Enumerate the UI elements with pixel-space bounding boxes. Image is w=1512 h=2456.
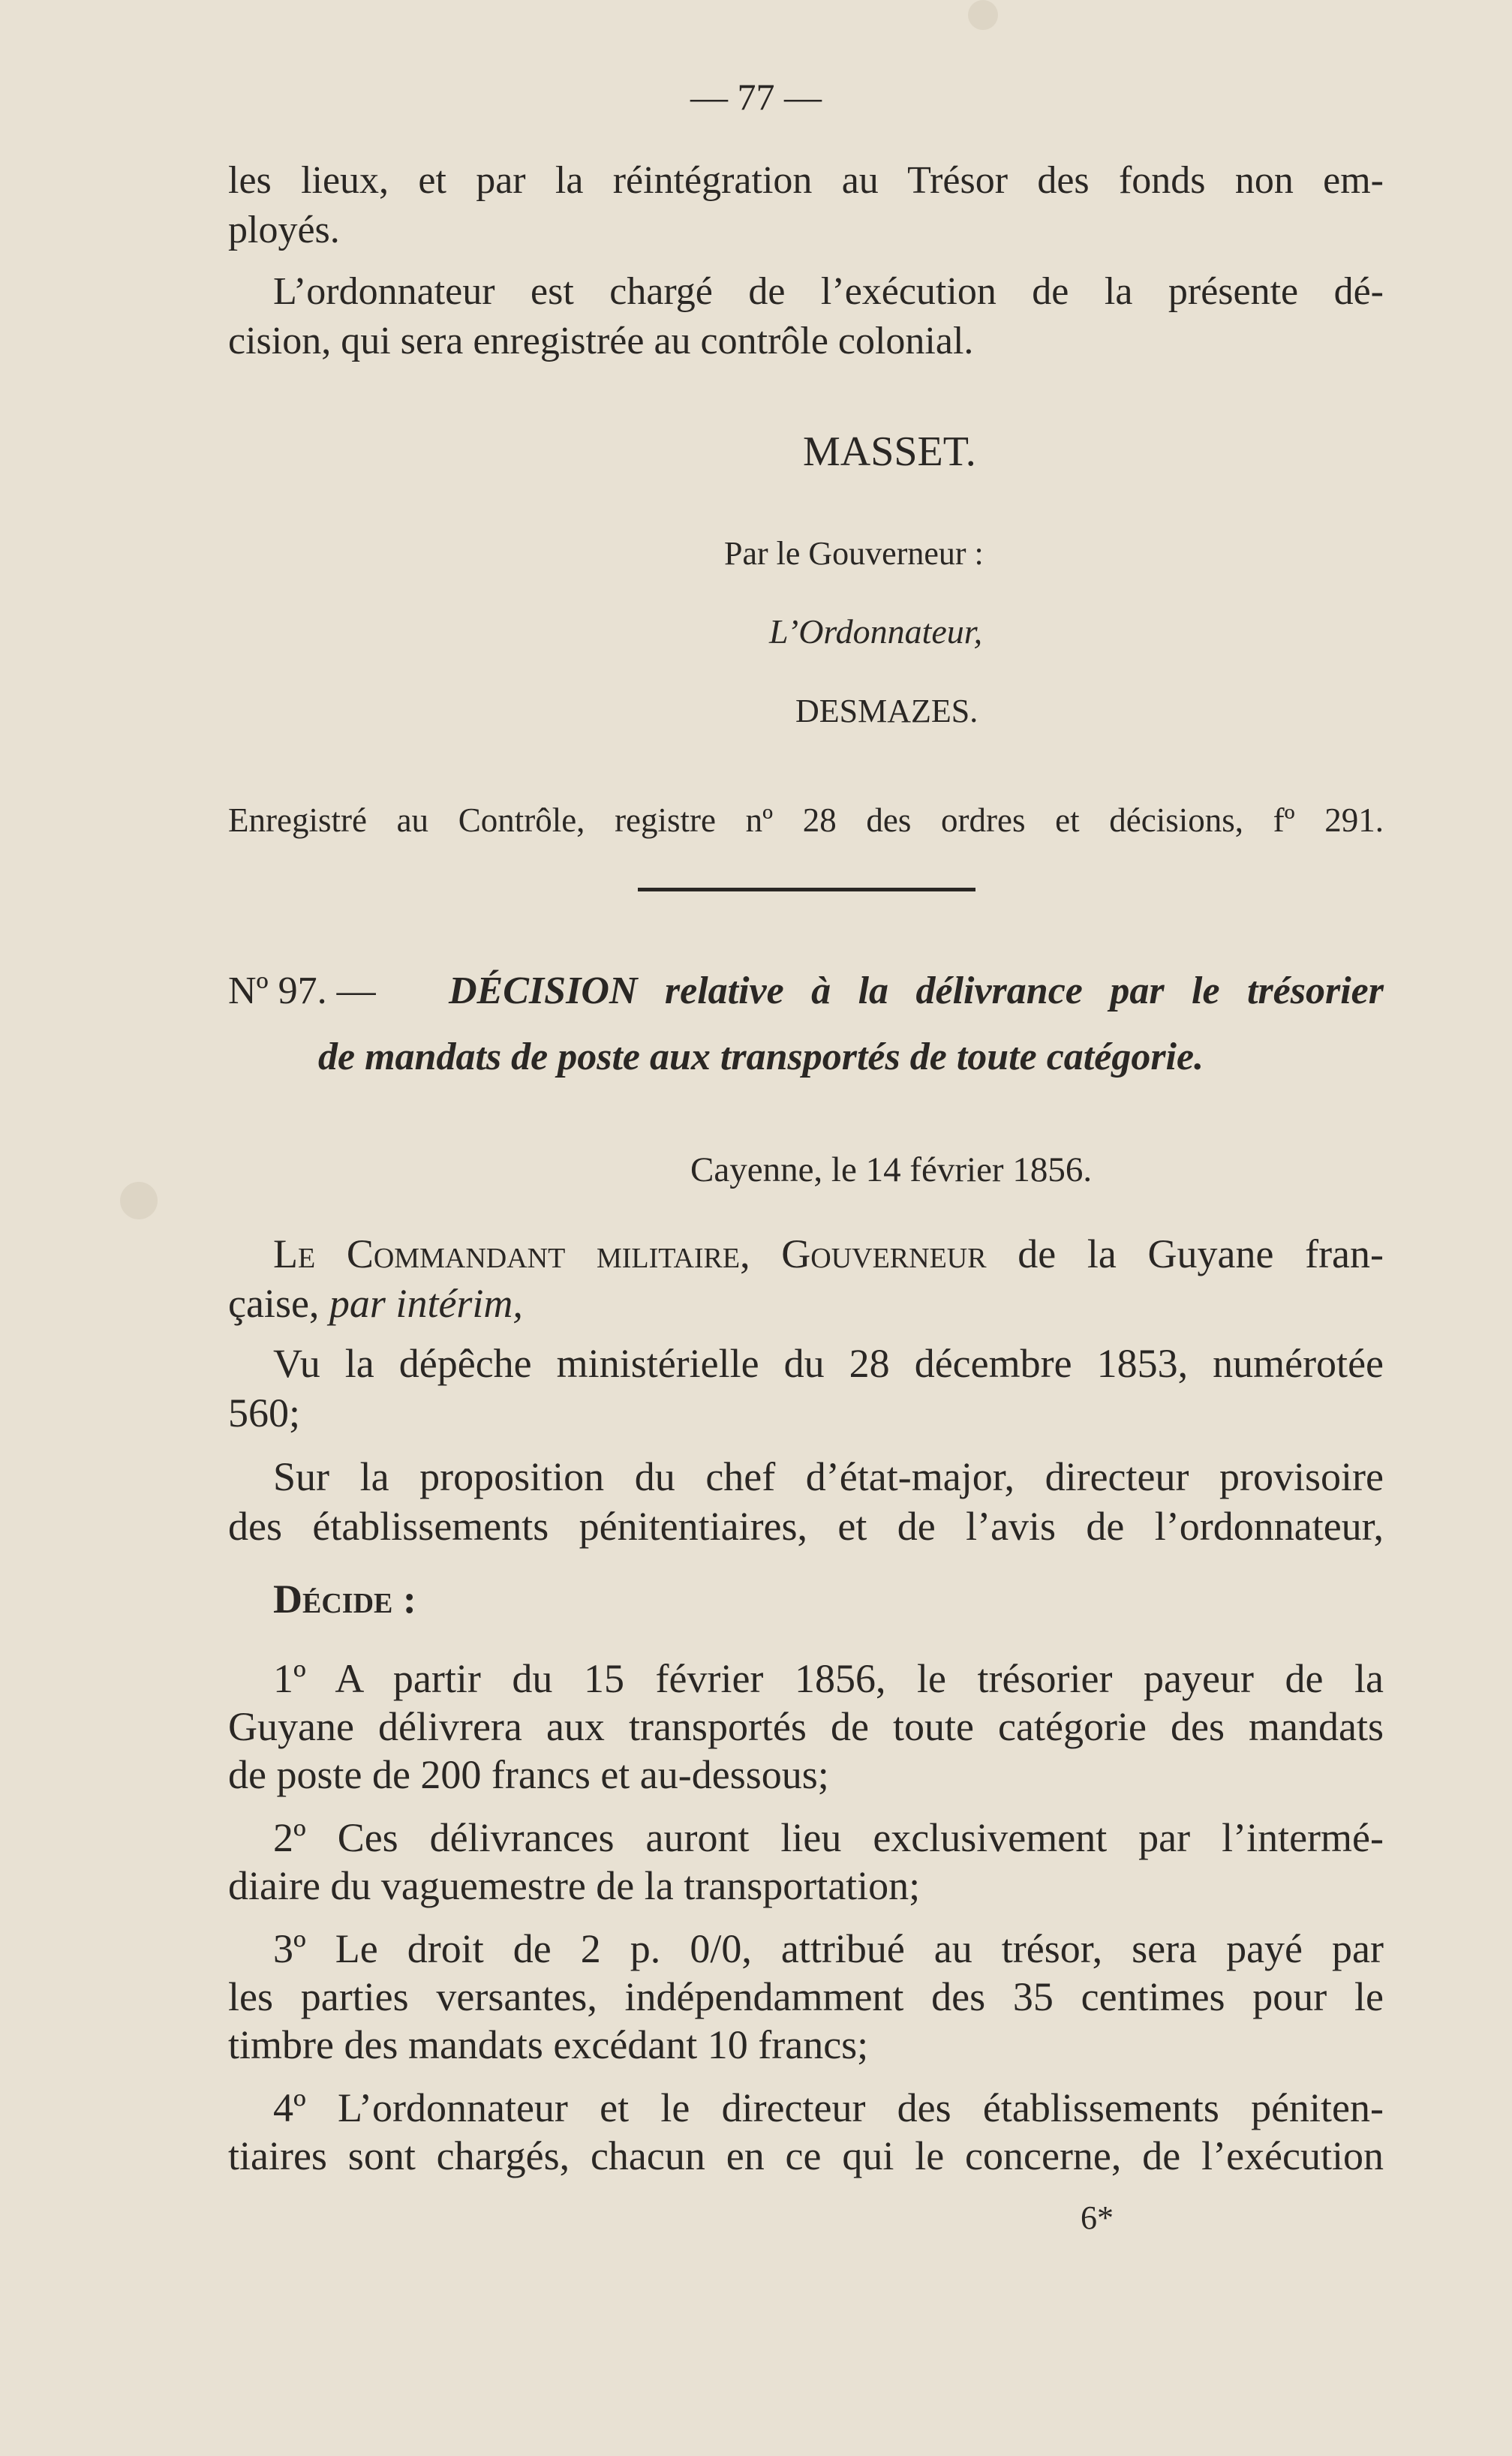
article-line: 2º Ces délivrances auront lieu exclusivement par l’intermé-	[273, 1815, 1384, 1860]
vu-line: 560;	[228, 1390, 301, 1435]
preamble-line	[273, 1229, 1384, 1279]
signature-mark: 6*	[1081, 2199, 1114, 2236]
paragraph-line: cision, qui sera enregistrée au contrôle colonial.	[228, 320, 974, 362]
page-number: — 77 —	[690, 76, 822, 118]
article-line: 4º L’ordonnateur et le directeur des établissements péniten-	[273, 2085, 1384, 2130]
preamble-line	[228, 1279, 523, 1328]
signature-countersign: DESMAZES.	[795, 693, 978, 729]
article-line: tiaires sont chargés, chacun en ce qui le concerne, de l’exécution	[228, 2133, 1384, 2178]
article-line: les parties versantes, indépendamment des 35 centimes pour le	[228, 1974, 1384, 2019]
vu-line: Vu la dépêche ministérielle du 28 décembre 1853, numérotée	[273, 1341, 1384, 1386]
registration-line: Enregistré au Contrôle, registre nº 28 des ordres et décisions, fº 291.	[228, 801, 1384, 839]
article-line: timbre des mandats excédant 10 francs;	[228, 2022, 869, 2067]
decision-title-line: DÉCISION relative à la délivrance par le trésorier	[449, 969, 1384, 1012]
sur-line: des établissements pénitentiaires, et de l’avis de l’ordonnateur,	[228, 1504, 1384, 1549]
signature-name: MASSET.	[803, 428, 976, 475]
preamble-text: çaise,	[228, 1281, 329, 1326]
article-line: 1º A partir du 15 février 1856, le trésorier payeur de la	[273, 1656, 1384, 1701]
paper-stain	[968, 0, 998, 30]
decide-heading: Décide :	[273, 1577, 416, 1622]
paragraph-line: les lieux, et par la réintégration au Trésor des fonds non em-	[228, 159, 1384, 202]
article-line: Guyane délivrera aux transportés de toute catégorie des mandats	[228, 1704, 1384, 1749]
punctuation: ,	[740, 1231, 782, 1276]
interim-text: par intérim,	[329, 1281, 523, 1326]
section-divider	[638, 888, 975, 891]
decision-title-line: de mandats de poste aux transportés de toute catégorie.	[318, 1036, 1204, 1078]
title-commandant: Le Commandant militaire	[273, 1231, 741, 1276]
article-line: de poste de 200 francs et au-dessous;	[228, 1752, 829, 1797]
paper-stain	[120, 1182, 158, 1219]
paragraph-line: ployés.	[228, 209, 340, 251]
sur-line: Sur la proposition du chef d’état-major, directeur provisoire	[273, 1454, 1384, 1499]
signature-byline: Par le Gouverneur :	[724, 535, 984, 572]
preamble-text: de la Guyane fran-	[986, 1231, 1384, 1276]
signature-role: L’Ordonnateur,	[769, 612, 983, 651]
article-line: 3º Le droit de 2 p. 0/0, attribué au trésor, sera payé par	[273, 1926, 1384, 1971]
dateline: Cayenne, le 14 février 1856.	[690, 1150, 1093, 1189]
paragraph-line: L’ordonnateur est chargé de l’exécution de la présente dé-	[273, 270, 1384, 313]
article-line: diaire du vaguemestre de la transportation;	[228, 1863, 921, 1908]
title-gouverneur: Gouverneur	[781, 1231, 987, 1276]
decision-number: Nº 97. —	[228, 969, 376, 1012]
